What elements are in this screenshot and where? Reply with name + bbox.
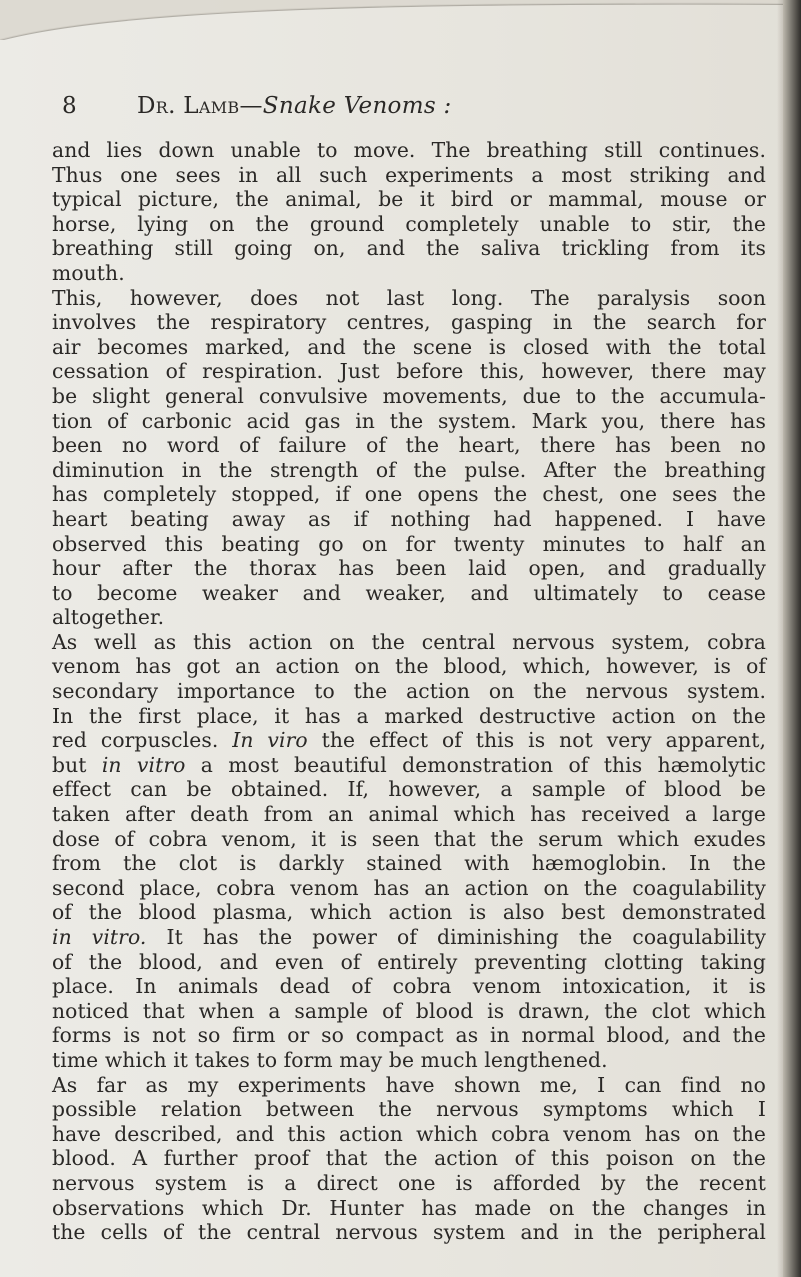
text-segment: hour after the thorax has been laid open, and gradually — [52, 556, 766, 581]
text-segment: to become weaker and weaker, and ultimately to cease — [52, 580, 766, 605]
text-line — [52, 433, 766, 458]
text-line — [52, 777, 766, 802]
text-segment: the cells of the central nervous system and in the peripheral — [52, 1220, 766, 1245]
text-segment: secondary importance to the action on the nervous system. — [52, 679, 766, 704]
text-line — [52, 1171, 766, 1196]
text-line — [52, 876, 766, 901]
text-line — [52, 1146, 766, 1171]
text-line — [52, 138, 766, 163]
text-line — [52, 827, 766, 852]
text-segment: time which it takes to form may be much lengthened. — [52, 1047, 608, 1072]
text-line — [52, 679, 766, 704]
text-segment: but — [52, 752, 87, 777]
text-segment: involves the respiratory centres, gasping in the search for — [52, 310, 766, 335]
author-name: Dr. Lamb — [137, 93, 240, 119]
text-segment: As far as my experiments have shown me, I can find no — [52, 1072, 766, 1097]
page-edge-binding — [783, 0, 801, 1277]
text-segment: taken after death from an animal which has received a large — [52, 802, 766, 827]
text-line — [52, 605, 766, 630]
text-segment: possible relation between the nervous symptoms which I — [52, 1097, 766, 1122]
text-segment: In the first place, it has a marked destructive action on the — [52, 703, 766, 728]
text-segment: diminution in the strength of the pulse. After the breathing — [52, 457, 766, 482]
text-line — [52, 654, 766, 679]
running-title — [137, 88, 452, 124]
text-segment: nervous system is a direct one is afforded by the recent — [52, 1170, 766, 1195]
text-segment: heart beating away as if nothing had happened. I have — [52, 506, 766, 531]
text-segment: red corpuscles. — [52, 728, 219, 753]
text-line — [52, 1122, 766, 1147]
text-line — [52, 384, 766, 409]
text-line — [52, 1196, 766, 1221]
text-line — [52, 556, 766, 581]
text-segment: place. In animals dead of cobra venom intoxication, it is — [52, 974, 766, 999]
text-line — [52, 1023, 766, 1048]
text-segment: and lies down unable to move. The breathing still continues. — [52, 138, 766, 162]
book-title: Snake Venoms : — [262, 93, 452, 119]
title-dash: — — [239, 93, 263, 119]
text-line — [52, 925, 766, 950]
text-line — [52, 187, 766, 212]
text-segment: This, however, does not last long. The paralysis soon — [52, 285, 766, 310]
text-segment: the effect of this is not very apparent, — [321, 728, 767, 753]
text-line — [52, 1220, 766, 1245]
text-line — [52, 458, 766, 483]
text-line — [52, 1097, 766, 1122]
text-line — [52, 974, 766, 999]
text-line — [52, 286, 766, 311]
text-line — [52, 409, 766, 434]
text-segment: blood. A further proof that the action of this poison on the — [52, 1146, 766, 1171]
text-line — [52, 532, 766, 557]
text-line — [52, 335, 766, 360]
body-text — [52, 138, 766, 1245]
text-line — [52, 261, 766, 286]
text-segment: have described, and this action which cobra venom has on the — [52, 1121, 766, 1146]
italic-term: in vitro — [101, 752, 186, 777]
text-segment: air becomes marked, and the scene is closed with the total — [52, 334, 766, 359]
italic-term: In viro — [232, 728, 308, 753]
text-segment: been no word of failure of the heart, there has been no — [52, 433, 766, 458]
text-segment: tion of carbonic acid gas in the system. Mark you, there has — [52, 408, 766, 433]
text-segment: cessation of respiration. Just before this, however, there may — [52, 359, 766, 384]
text-line — [52, 704, 766, 729]
text-line — [52, 507, 766, 532]
text-line — [52, 851, 766, 876]
text-line — [52, 359, 766, 384]
text-segment: noticed that when a sample of blood is drawn, the clot which — [52, 998, 766, 1023]
text-segment: of the blood, and even of entirely preventing clotting taking — [52, 949, 766, 974]
text-line — [52, 163, 766, 188]
text-line — [52, 900, 766, 925]
text-segment: effect can be obtained. If, however, a sample of blood be — [52, 777, 766, 802]
text-segment: As well as this action on the central nervous system, cobra — [52, 629, 766, 654]
text-line — [52, 1048, 766, 1073]
text-line — [52, 236, 766, 261]
text-segment: from the clot is darkly stained with hæmoglobin. In the — [52, 851, 766, 876]
text-segment: forms is not so firm or so compact as in normal blood, and the — [52, 1023, 766, 1048]
text-line — [52, 1073, 766, 1098]
text-line — [52, 728, 766, 753]
text-line — [52, 310, 766, 335]
text-segment: a most beautiful demonstration of this hæmolytic — [200, 752, 767, 777]
text-line — [52, 212, 766, 237]
text-segment: altogether. — [52, 605, 165, 630]
text-line — [52, 482, 766, 507]
text-segment: horse, lying on the ground completely unable to stir, the — [52, 211, 766, 236]
page-curl-shadow — [0, 0, 801, 40]
text-line — [52, 950, 766, 975]
italic-term: in vitro. — [52, 925, 147, 949]
text-segment: typical picture, the animal, be it bird or mammal, mouse or — [52, 187, 766, 212]
text-segment: breathing still going on, and the saliva trickling from its — [52, 236, 766, 261]
text-segment: venom has got an action on the blood, which, however, is of — [52, 654, 766, 679]
text-segment: be slight general convulsive movements, due to the accumula- — [52, 383, 766, 408]
text-line — [52, 753, 766, 778]
text-segment: observed this beating go on for twenty minutes to half an — [52, 531, 766, 556]
text-segment: It has the power of diminishing the coagulability — [166, 925, 767, 949]
running-header — [62, 88, 762, 124]
text-segment: of the blood plasma, which action is also best demonstrated — [52, 900, 766, 925]
text-line — [52, 630, 766, 655]
text-line — [52, 581, 766, 606]
text-segment: second place, cobra venom has an action on the coagulability — [52, 875, 766, 900]
text-line — [52, 802, 766, 827]
text-segment: has completely stopped, if one opens the chest, one sees the — [52, 482, 766, 507]
text-segment: Thus one sees in all such experiments a most striking and — [52, 162, 766, 187]
text-segment: dose of cobra venom, it is seen that the serum which exudes — [52, 826, 766, 851]
page-number: 8 — [62, 93, 77, 119]
text-segment: observations which Dr. Hunter has made on the changes in — [52, 1195, 766, 1220]
text-segment: mouth. — [52, 260, 125, 285]
text-line — [52, 999, 766, 1024]
